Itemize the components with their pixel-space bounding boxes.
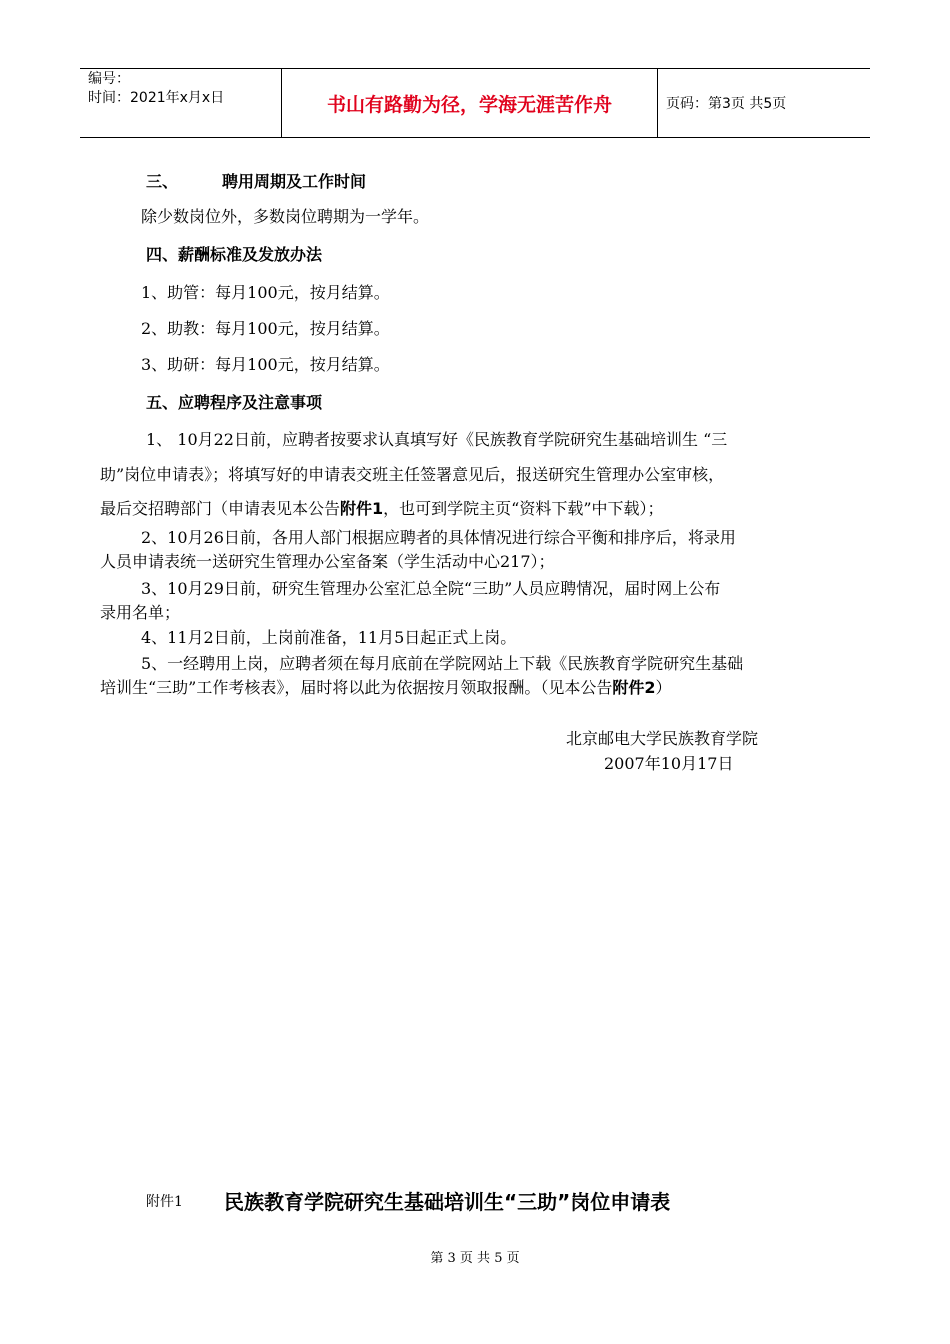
procedure-1-text: 最后交招聘部门（申请表见本公告 xyxy=(100,499,341,518)
procedure-3-line-2: 录用名单； xyxy=(100,603,181,622)
header-page-number: 页码：第3页 共5页 xyxy=(666,96,787,112)
section-5-heading: 五、应聘程序及注意事项 xyxy=(146,393,323,412)
document-time-label: 时间：2021年x月x日 xyxy=(88,90,225,106)
section-3-heading xyxy=(146,171,366,193)
attachment-title: 民族教育学院研究生基础培训生“三助”岗位申请表 xyxy=(224,1190,671,1214)
procedure-1-line-2: 助”岗位申请表》；将填写好的申请表交班主任签署意见后，报送研究生管理办公室审核， xyxy=(100,465,725,484)
signature-organization: 北京邮电大学民族教育学院 xyxy=(566,729,759,748)
procedure-4-line-1: 4、11月2日前，上岗前准备，11月5日起正式上岗。 xyxy=(141,628,517,647)
attachment-1-reference: 附件1 xyxy=(340,499,384,518)
procedure-5-text: 培训生“三助”工作考核表》，届时将以此为依据按月领取报酬。（见本公告 xyxy=(100,678,613,697)
section-3-text: 除少数岗位外，多数岗位聘期为一学年。 xyxy=(141,207,430,226)
attachment-2-reference: 附件2 xyxy=(612,678,656,697)
procedure-5-line-1: 5、一经聘用上岗，应聘者须在每月底前在学院网站上下载《民族教育学院研究生基础 xyxy=(141,654,744,673)
salary-item: 2、助教：每月100元，按月结算。 xyxy=(141,319,390,338)
procedure-1-line-1: 1、 10月22日前，应聘者按要求认真填写好《民族教育学院研究生基础培训生 “三 xyxy=(146,430,728,449)
document-header xyxy=(80,68,870,138)
salary-item: 1、助管：每月100元，按月结算。 xyxy=(141,283,390,302)
procedure-2-line-2: 人员申请表统一送研究生管理办公室备案（学生活动中心217）； xyxy=(100,552,555,571)
header-motto: 书山有路勤为径，学海无涯苦作舟 xyxy=(282,69,658,137)
attachment-label: 附件1 xyxy=(146,1194,183,1210)
section-3-title: 聘用周期及工作时间 xyxy=(222,172,367,191)
procedure-2-line-1: 2、10月26日前，各用人部门根据应聘者的具体情况进行综合平衡和排序后，将录用 xyxy=(141,528,736,547)
section-4-heading: 四、薪酬标准及发放办法 xyxy=(146,245,323,264)
document-number-label: 编号： xyxy=(88,71,130,87)
procedure-1-text-end: ，也可到学院主页“资料下载”中下载）； xyxy=(383,499,664,518)
procedure-1-line-3 xyxy=(100,498,664,520)
procedure-5-line-2 xyxy=(100,677,672,699)
signature-date: 2007年10月17日 xyxy=(604,754,734,773)
salary-item: 3、助研：每月100元，按月结算。 xyxy=(141,355,390,374)
header-info xyxy=(80,69,282,137)
page-footer-number: 第 3 页 共 5 页 xyxy=(430,1251,520,1266)
procedure-5-text-end: ） xyxy=(655,678,672,697)
section-3-number: 三、 xyxy=(146,172,179,191)
procedure-3-line-1: 3、10月29日前，研究生管理办公室汇总全院“三助”人员应聘情况，届时网上公布 xyxy=(141,579,721,598)
